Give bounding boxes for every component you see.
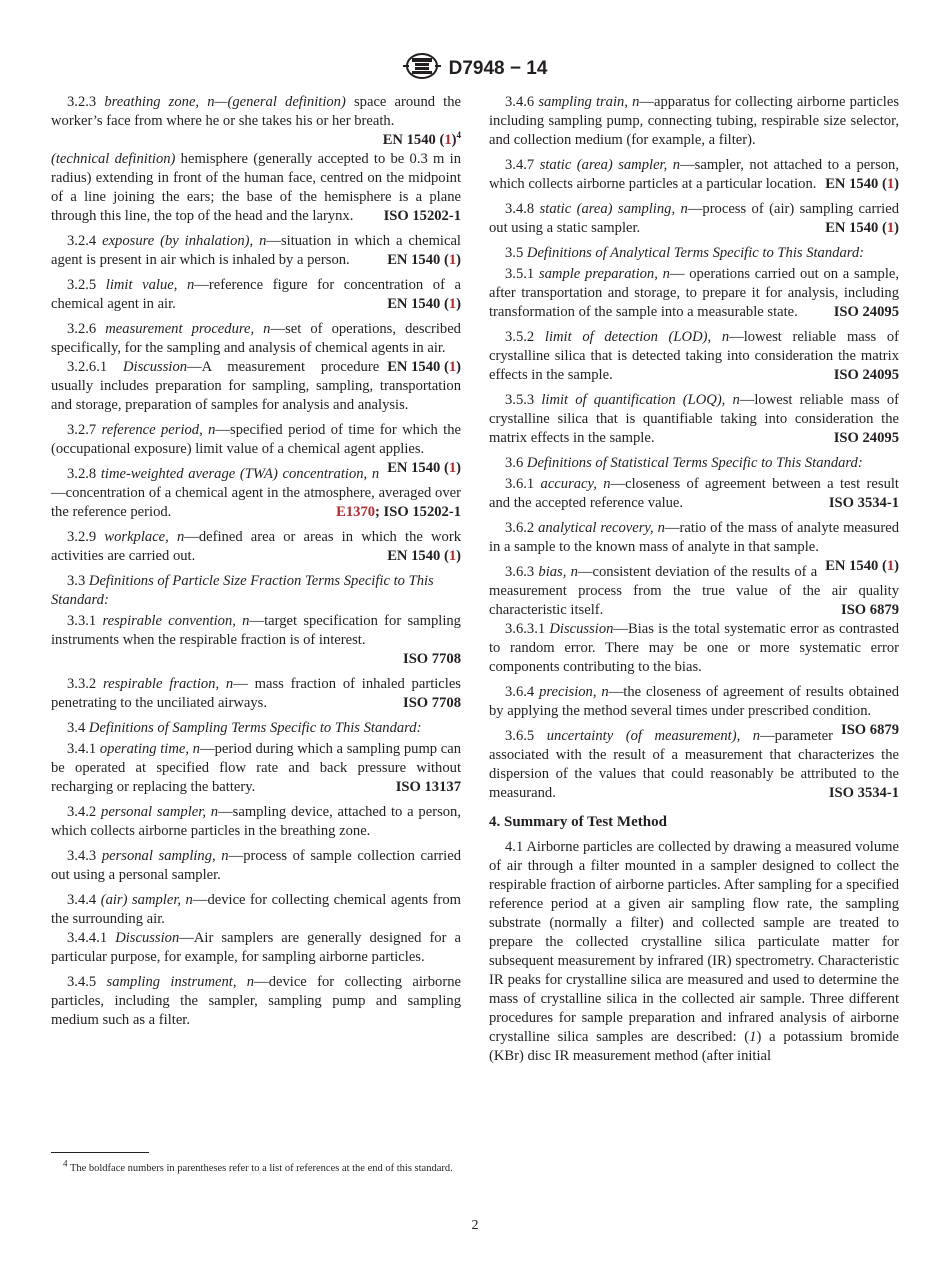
astm-logo-icon (403, 52, 441, 85)
definition-3-6-3: 3.6.3 bias, n—consistent deviation of the results of a measurement process from the true value of the air quality characteristic itself. ISO 6879 (489, 564, 899, 618)
definition-3-2-7: 3.2.7 reference period, n—specified period of time for which the (occupational exposure) limit value of a chemical agent applies. EN 1540 (1) (51, 422, 461, 476)
paragraph-4-1: 4.1 Airborne particles are collected by drawing a measured volume of air through a filter mounted in a sampler designed to collect the respirable fraction of airborne particles. After sampling for a specified reference period at a given air sampling flow rate, the sampling substrate (normally a filter) and collected sample are treated to prepare the collected crystalline silica particulate matter for subsequent measurement by infrared (IR) spectrometry. Characteristic IR peaks for crystalline silica are measured and used to determine the mass of crystalline silica in the collected air sample. Three different procedures for sample preparation and infrared analysis of airborne crystalline silica samples are described: (1) a potassium bromide (KBr) disc IR measurement method (after initial (489, 839, 899, 1064)
definition-3-4-5: 3.4.5 sampling instrument, n—device for collecting airborne particles, including the sampler, sampling pump and sampling medium such as a filter. (51, 974, 461, 1028)
footnote-mark: 4 (456, 130, 461, 141)
reference: ISO 7708 (403, 651, 461, 667)
definition-3-4-4: 3.4.4 (air) sampler, n—device for collecting chemical agents from the surrounding air. (51, 892, 461, 927)
section-4-heading: 4. Summary of Test Method (489, 814, 667, 830)
definition-3-2-9: 3.2.9 workplace, n—defined area or areas in which the work activities are carried out. EN 1540 (1) (51, 529, 462, 564)
definition-3-6-4: 3.6.4 precision, n—the closeness of agreement of results obtained by applying the method several times under prescribed condition. ISO 6879 (489, 684, 899, 738)
definition-3-4-8: 3.4.8 static (area) sampling, n—process of (air) sampling carried out using a static sampler. EN 1540 (1) (489, 201, 900, 236)
page-number: 2 (471, 1218, 479, 1233)
right-column (489, 93, 899, 1072)
definition-3-5-1: 3.5.1 sample preparation, n— operations carried out on a sample, after transportation and storage, to prepare it for analysis, including transformation of the sample into a measurable state. ISO 24095 (489, 266, 899, 320)
subsection-3-4-heading: 3.4 Definitions of Sampling Terms Specific to This Standard: (67, 720, 422, 736)
footnote-divider (51, 1152, 149, 1153)
discussion-3-2-6-1: 3.2.6.1 Discussion—A measurement procedure usually includes preparation for sampling, sampling, transportation and storage, preparation of samples for analysis and analysis. (51, 359, 461, 413)
definition-3-6-1: 3.6.1 accuracy, n—closeness of agreement between a test result and the accepted reference value. ISO 3534-1 (489, 476, 899, 511)
definition-3-3-2: 3.3.2 respirable fraction, n— mass fraction of inhaled particles penetrating to the unciliated airways. ISO 7708 (51, 676, 461, 711)
definition-3-2-8: 3.2.8 time-weighted average (TWA) concentration, n—concentration of a chemical agent in the atmosphere, averaged over the reference period. E1370; ISO 15202-1 (51, 466, 461, 520)
reference: EN 1540 $(1)^4$ (382, 130, 461, 148)
definition-3-2-6: 3.2.6 measurement procedure, n—set of operations, described specifically, for the sampling and analysis of chemical agents in air. EN 1540 (1) (51, 321, 461, 375)
definition-3-5-2: 3.5.2 limit of detection (LOD), n—lowest reliable mass of crystalline silica that is detected taking into consideration the matrix effects in the sample. ISO 24095 (489, 329, 899, 383)
subsection-3-3-heading: 3.3 Definitions of Particle Size Fraction Terms Specific to This Standard: (51, 573, 434, 608)
definition-3-4-7: 3.4.7 static (area) sampler, n—sampler, not attached to a person, which collects airborne particles at a particular location. EN 1540 (1) (489, 157, 900, 192)
subsection-3-6-heading: 3.6 Definitions of Statistical Terms Specific to This Standard: (505, 455, 863, 471)
left-column (51, 93, 461, 1036)
definition-3-4-6: 3.4.6 sampling train, n—apparatus for collecting airborne particles including sampling pump, connecting tubing, respirable size selector, and collection medium (for example, a filter). (489, 94, 900, 148)
definition-3-2-5: 3.2.5 limit value, n—reference figure for concentration of a chemical agent in air. EN 1540 (1) (51, 277, 462, 312)
definition-3-4-2: 3.4.2 personal sampler, n—sampling device, attached to a person, which collects airborne particles in the breathing zone. (51, 804, 461, 839)
definition-3-6-2: 3.6.2 analytical recovery, n—ratio of the mass of analyte measured in a sample to the known mass of analyte in that sample. EN 1540 (1) (489, 520, 899, 574)
definition-3-2-3: 3.2.3 breathing zone, n—(general definition) space around the worker’s face from where he or she takes his or her breath. (51, 94, 462, 129)
footnote: $^4$ The boldface numbers in parentheses refer to a list of references at the end of this standard. (63, 1158, 453, 1174)
definition-3-4-1: 3.4.1 operating time, n—period during which a sampling pump can be operated at specified flow rate and back pressure without recharging or replacing the battery. ISO 13137 (51, 741, 461, 795)
document-designation: D7948 − 14 (448, 57, 548, 79)
subsection-3-5-heading: 3.5 Definitions of Analytical Terms Specific to This Standard: (505, 245, 865, 261)
definition-3-6-5: 3.6.5 uncertainty (of measurement), n—parameter associated with the result of a measurement that characterizes the dispersion of the values that could reasonably be attributed to the measurand. ISO 3534-1 (489, 728, 899, 801)
definition-3-3-1: 3.3.1 respirable convention, n—target specification for sampling instruments when the respirable fraction is of interest. (51, 613, 461, 648)
definition-3-2-4: 3.2.4 exposure (by inhalation), n—situation in which a chemical agent is present in air which is inhaled by a person. EN 1540 (1) (51, 233, 461, 268)
definition-3-4-3: 3.4.3 personal sampling, n—process of sample collection carried out using a personal sampler. (51, 848, 461, 883)
definition-3-5-3: 3.5.3 limit of quantification (LOQ), n—lowest reliable mass of crystalline silica that is quantifiable taking into consideration the matrix effects in the sample. ISO 24095 (489, 392, 900, 446)
discussion-3-4-4-1: 3.4.4.1 Discussion—Air samplers are generally designed for a particular purpose, for example, for sampling airborne particles. (51, 930, 461, 965)
page-header (0, 52, 950, 85)
discussion-3-6-3-1: 3.6.3.1 Discussion—Bias is the total systematic error as contrasted to random error. There may be one or more systematic error components contributing to the bias. (489, 621, 899, 675)
definition-3-2-3-technical: (technical definition) hemisphere (generally accepted to be 0.3 m in radius) extending in front of the human face, centred on the midpoint of a line joining the ears; the base of the hemisphere is a plane through this line, the top of the head and the larynx. ISO 15202-1 (51, 151, 461, 224)
